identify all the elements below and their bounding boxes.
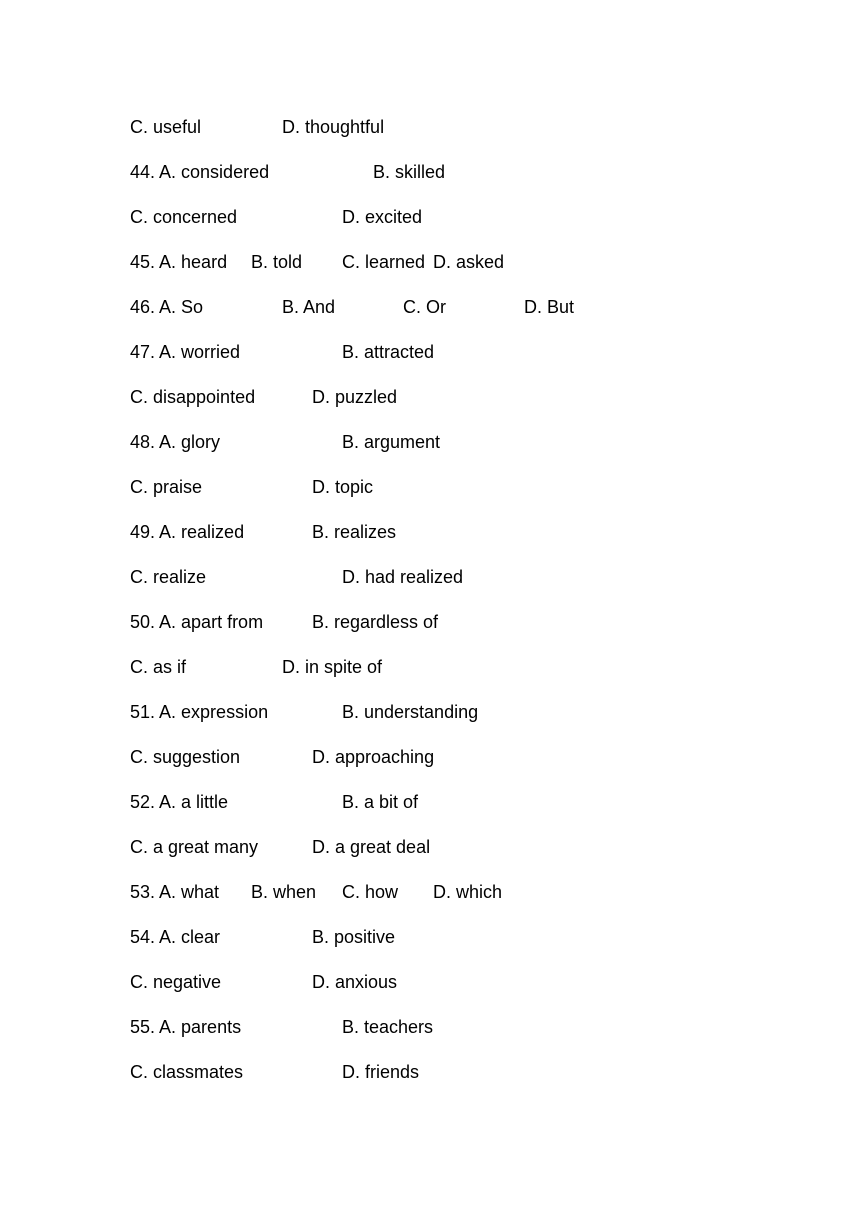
question-52-option-a: 52. A. a little: [130, 792, 229, 812]
option-line: [0, 565, 860, 589]
question-45-line: [0, 250, 860, 274]
option-d: D. in spite of: [282, 657, 383, 677]
option-b: B. argument: [342, 432, 441, 452]
option-c: C. as if: [130, 657, 187, 677]
option-line: [0, 205, 860, 229]
question-49-option-a: 49. A. realized: [130, 522, 245, 542]
option-c: C. a great many: [130, 837, 259, 857]
question-44-option-a: 44. A. considered: [130, 162, 270, 182]
option-d: D. asked: [433, 252, 505, 272]
option-b: B. positive: [312, 927, 396, 947]
option-b: B. when: [251, 882, 317, 902]
option-d: D. which: [433, 882, 503, 902]
option-d: D. thoughtful: [282, 117, 385, 137]
option-c: C. disappointed: [130, 387, 256, 407]
option-c: C. useful: [130, 117, 202, 137]
question-55-option-a: 55. A. parents: [130, 1017, 242, 1037]
option-line: [0, 115, 860, 139]
option-b: B. attracted: [342, 342, 435, 362]
question-46-line: [0, 295, 860, 319]
option-d: D. approaching: [312, 747, 435, 767]
option-line: [0, 655, 860, 679]
question-48-option-a: 48. A. glory: [130, 432, 221, 452]
option-c: C. classmates: [130, 1062, 244, 1082]
question-53-option-a: 53. A. what: [130, 882, 220, 902]
option-line: [0, 970, 860, 994]
option-c: C. learned: [342, 252, 426, 272]
option-b: B. told: [251, 252, 303, 272]
option-d: D. excited: [342, 207, 423, 227]
question-44-line: [0, 160, 860, 184]
question-50-line: [0, 610, 860, 634]
question-46-option-a: 46. A. So: [130, 297, 204, 317]
option-d: D. a great deal: [312, 837, 431, 857]
question-54-option-a: 54. A. clear: [130, 927, 221, 947]
option-b: B. understanding: [342, 702, 479, 722]
option-c: C. Or: [403, 297, 446, 317]
question-53-line: [0, 880, 860, 904]
option-line: [0, 835, 860, 859]
question-47-option-a: 47. A. worried: [130, 342, 241, 362]
option-c: C. realize: [130, 567, 207, 587]
question-49-line: [0, 520, 860, 544]
question-55-line: [0, 1015, 860, 1039]
question-52-line: [0, 790, 860, 814]
question-47-line: [0, 340, 860, 364]
option-d: D. had realized: [342, 567, 464, 587]
option-line: [0, 745, 860, 769]
question-54-line: [0, 925, 860, 949]
option-c: C. suggestion: [130, 747, 241, 767]
question-45-option-a: 45. A. heard: [130, 252, 228, 272]
option-b: B. regardless of: [312, 612, 439, 632]
question-51-line: [0, 700, 860, 724]
option-d: D. friends: [342, 1062, 420, 1082]
option-line: [0, 475, 860, 499]
option-c: C. praise: [130, 477, 203, 497]
option-line: [0, 1060, 860, 1084]
question-51-option-a: 51. A. expression: [130, 702, 269, 722]
option-line: [0, 385, 860, 409]
option-c: C. concerned: [130, 207, 238, 227]
option-d: D. anxious: [312, 972, 398, 992]
option-b: B. And: [282, 297, 336, 317]
question-48-line: [0, 430, 860, 454]
option-d: D. puzzled: [312, 387, 398, 407]
option-c: C. how: [342, 882, 399, 902]
option-b: B. a bit of: [342, 792, 419, 812]
option-b: B. teachers: [342, 1017, 434, 1037]
option-b: B. skilled: [373, 162, 446, 182]
option-c: C. negative: [130, 972, 222, 992]
option-d: D. But: [524, 297, 575, 317]
option-d: D. topic: [312, 477, 374, 497]
question-50-option-a: 50. A. apart from: [130, 612, 264, 632]
option-b: B. realizes: [312, 522, 397, 542]
